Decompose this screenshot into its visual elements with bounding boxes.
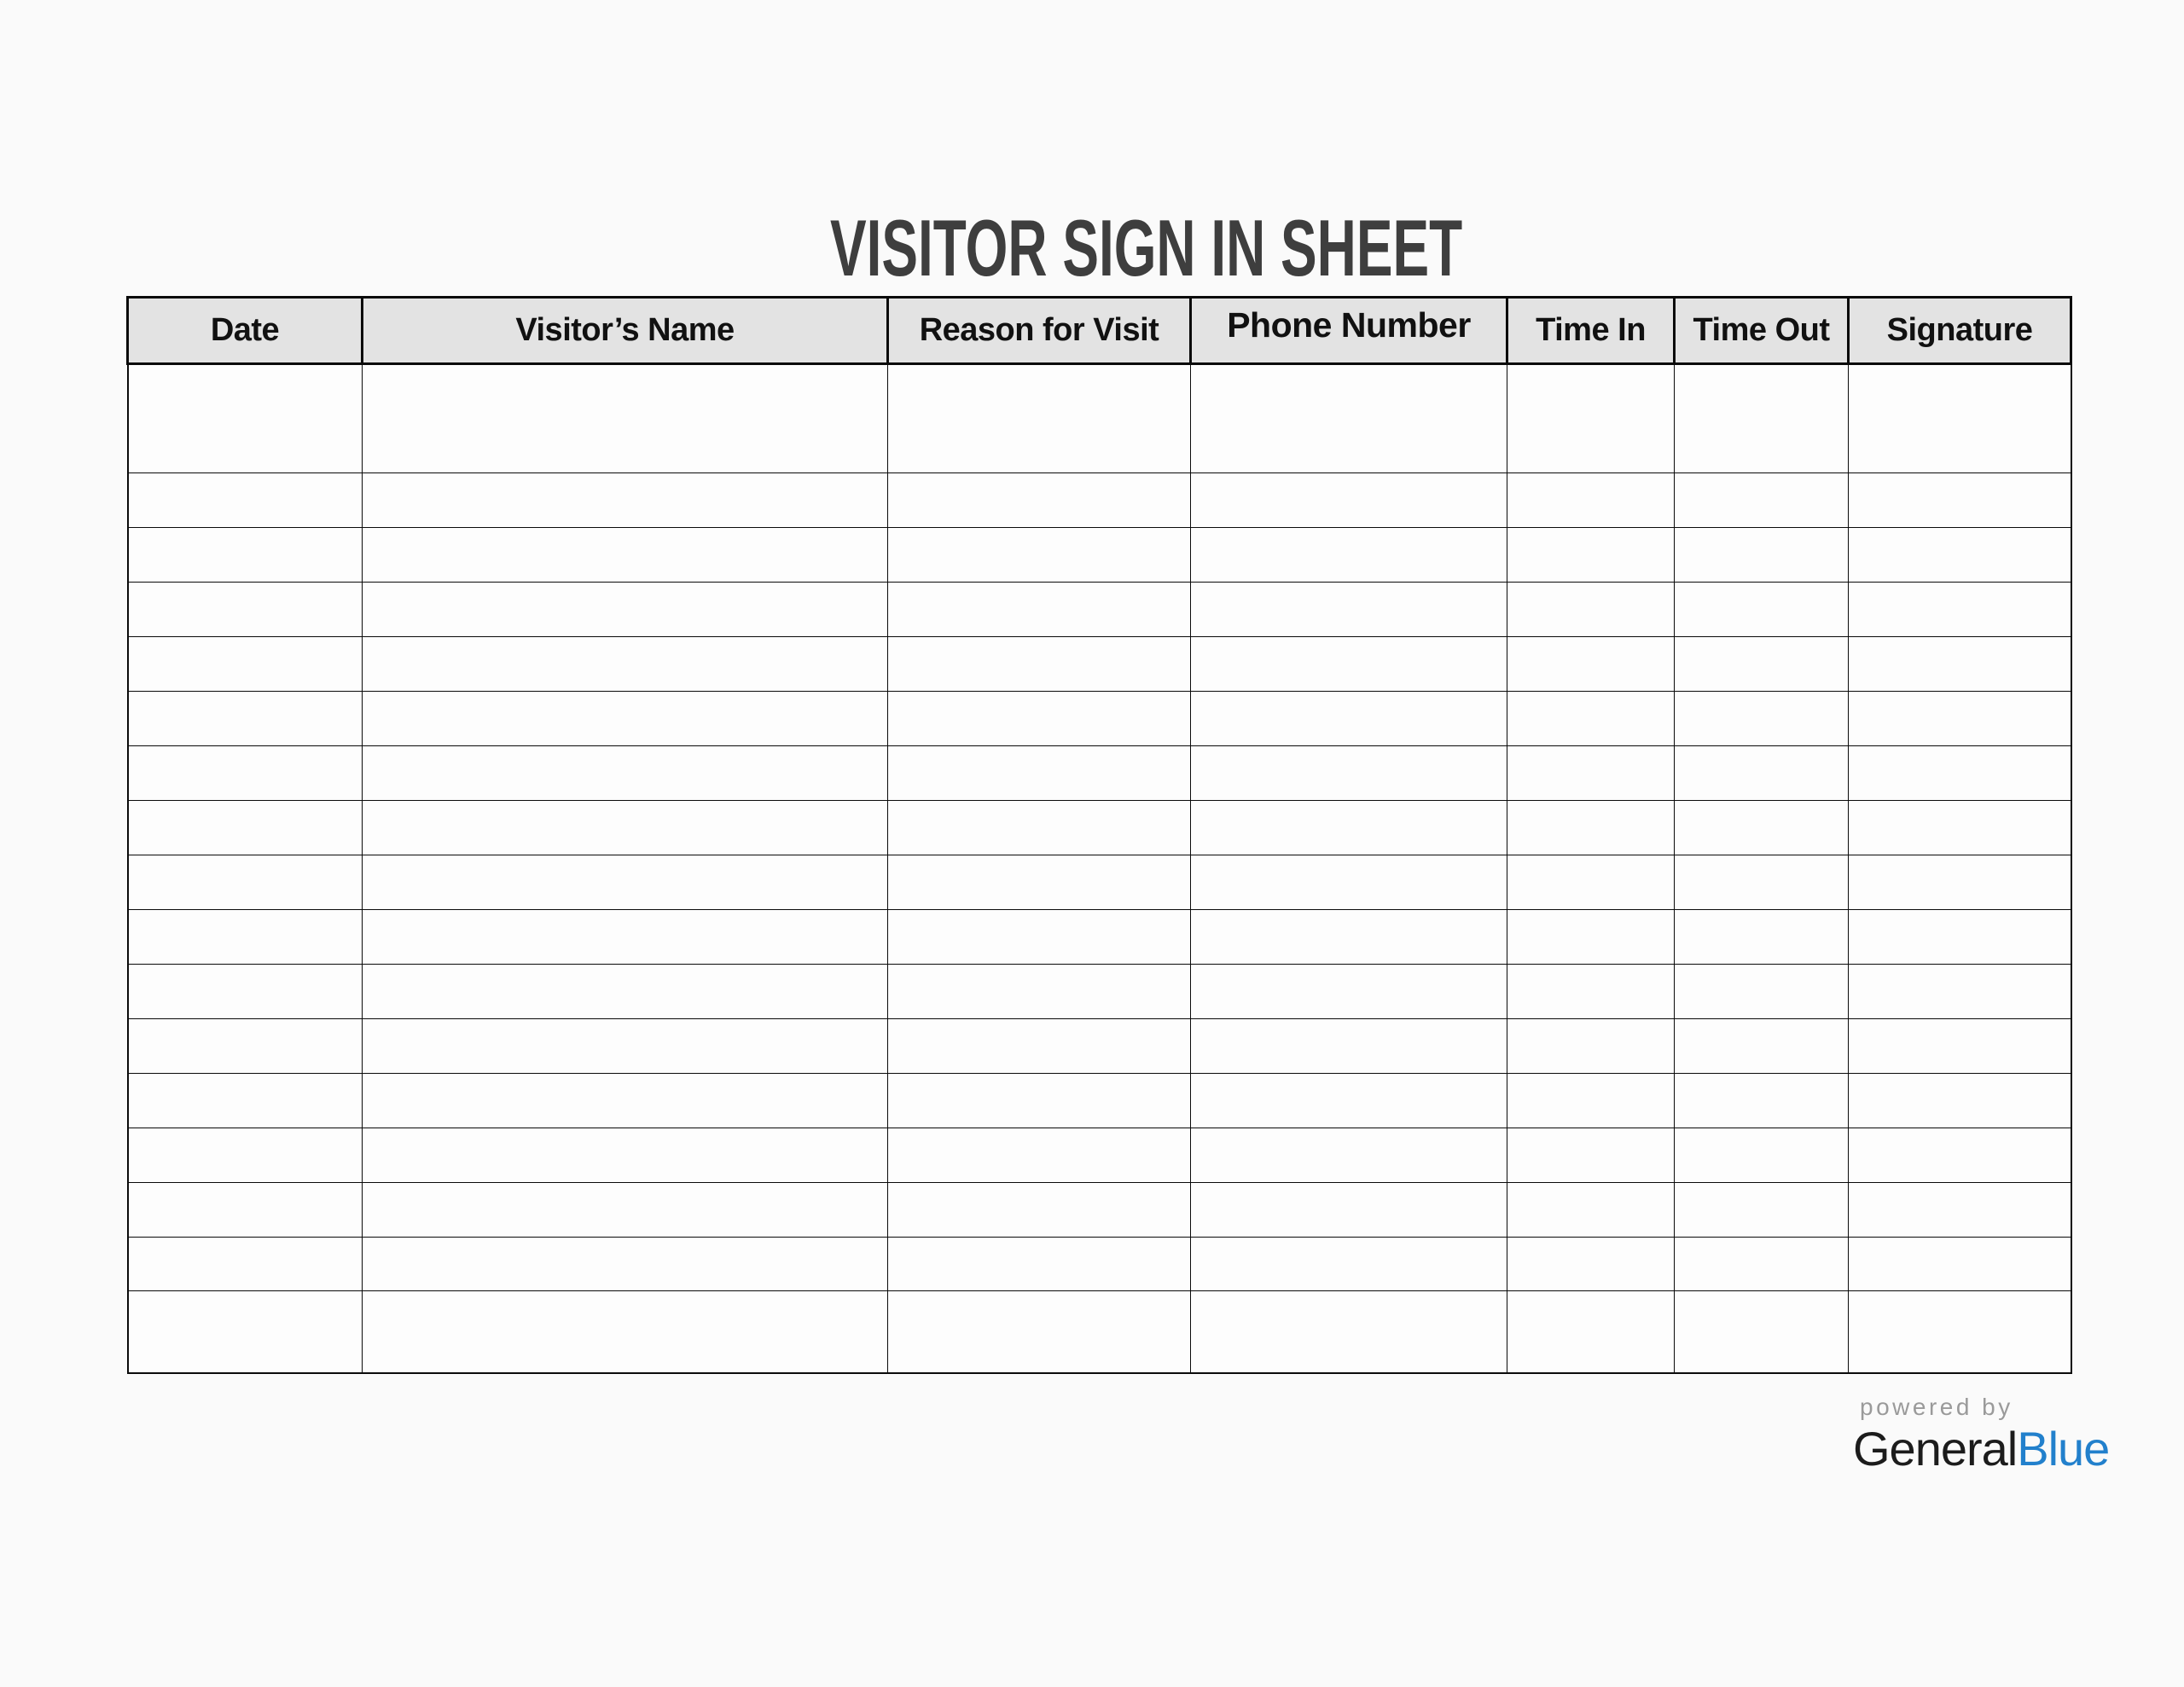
table-cell: [888, 527, 1191, 582]
table-cell: [1507, 636, 1675, 691]
footer-brand: [1853, 1393, 2109, 1476]
visitor-sign-in-table: [126, 296, 2072, 1374]
table-cell: [1507, 855, 1675, 909]
table-cell: [128, 964, 363, 1018]
table-cell: [363, 1291, 888, 1373]
table-cell: [1675, 1291, 1849, 1373]
table-row: [128, 527, 2071, 582]
table-cell: [1675, 909, 1849, 964]
table-cell: [1507, 1237, 1675, 1291]
table-cell: [128, 1237, 363, 1291]
table-cell: [1849, 964, 2071, 1018]
table-cell: [1849, 527, 2071, 582]
table-cell: [888, 964, 1191, 1018]
table-cell: [1191, 364, 1507, 473]
table-row: [128, 364, 2071, 473]
table-cell: [1675, 1073, 1849, 1128]
table-cell: [128, 1128, 363, 1182]
table-cell: [128, 1073, 363, 1128]
table-row: [128, 1182, 2071, 1237]
table-cell: [888, 1128, 1191, 1182]
table-cell: [1191, 691, 1507, 745]
table-cell: [888, 800, 1191, 855]
table-cell: [1849, 1182, 2071, 1237]
table-cell: [363, 364, 888, 473]
table-body: [128, 364, 2071, 1374]
table-cell: [1191, 1128, 1507, 1182]
column-header-date: [128, 298, 363, 364]
table-cell: [888, 1182, 1191, 1237]
table-cell: [1507, 472, 1675, 527]
table-cell: [1191, 582, 1507, 636]
table-cell: [363, 582, 888, 636]
table-cell: [1191, 1291, 1507, 1373]
table-cell: [128, 855, 363, 909]
table-row: [128, 745, 2071, 800]
table-cell: [1849, 1128, 2071, 1182]
table-cell: [363, 800, 888, 855]
table-cell: [1191, 800, 1507, 855]
table-row: [128, 964, 2071, 1018]
table-cell: [363, 745, 888, 800]
table-cell: [1675, 964, 1849, 1018]
table-cell: [1849, 1018, 2071, 1073]
column-header-label: Time Out: [1693, 312, 1830, 348]
table-cell: [1675, 855, 1849, 909]
column-header-label: Visitor’s Name: [515, 312, 735, 348]
table-cell: [1507, 800, 1675, 855]
table-cell: [363, 636, 888, 691]
table-row: [128, 1073, 2071, 1128]
table-cell: [1849, 855, 2071, 909]
table-cell: [363, 1237, 888, 1291]
table-cell: [363, 1073, 888, 1128]
table-cell: [888, 636, 1191, 691]
table-row: [128, 1018, 2071, 1073]
table-cell: [1191, 1237, 1507, 1291]
table-cell: [128, 636, 363, 691]
table-cell: [128, 1182, 363, 1237]
table-cell: [888, 1237, 1191, 1291]
table-cell: [888, 582, 1191, 636]
column-header-time-out: [1675, 298, 1849, 364]
table-cell: [1191, 855, 1507, 909]
table-cell: [1507, 745, 1675, 800]
header-row: [128, 298, 2071, 364]
table-row: [128, 909, 2071, 964]
table-cell: [128, 691, 363, 745]
table-cell: [363, 691, 888, 745]
table-cell: [1191, 472, 1507, 527]
table-cell: [363, 964, 888, 1018]
table-cell: [1507, 691, 1675, 745]
table-cell: [1191, 636, 1507, 691]
table-cell: [128, 527, 363, 582]
table-cell: [1849, 1073, 2071, 1128]
table-row: [128, 636, 2071, 691]
table-cell: [888, 1073, 1191, 1128]
table-cell: [888, 745, 1191, 800]
table-cell: [1675, 1018, 1849, 1073]
table-cell: [363, 472, 888, 527]
table-row: [128, 1291, 2071, 1373]
table-cell: [363, 1128, 888, 1182]
table-cell: [1191, 1073, 1507, 1128]
table-cell: [1191, 1018, 1507, 1073]
column-header-phone-number: [1191, 298, 1507, 364]
table-cell: [888, 1291, 1191, 1373]
generalblue-logo: [1853, 1422, 2109, 1476]
table-row: [128, 800, 2071, 855]
table-cell: [128, 745, 363, 800]
column-header-label: Date: [210, 312, 280, 348]
table-cell: [1191, 909, 1507, 964]
table-cell: [1507, 1073, 1675, 1128]
table-cell: [128, 472, 363, 527]
powered-by-label: powered by: [1860, 1394, 2013, 1420]
table-cell: [1849, 364, 2071, 473]
table-cell: [1849, 1237, 2071, 1291]
column-header-label: Phone Number: [1227, 305, 1471, 345]
table-row: [128, 582, 2071, 636]
table-row: [128, 855, 2071, 909]
column-header-label: Time In: [1536, 312, 1646, 348]
column-header-reason-for-visit: [888, 298, 1191, 364]
table-cell: [888, 472, 1191, 527]
table-cell: [1191, 1182, 1507, 1237]
table-cell: [1675, 1128, 1849, 1182]
table-row: [128, 1128, 2071, 1182]
table-row: [128, 472, 2071, 527]
table-cell: [1507, 1182, 1675, 1237]
table-cell: [1507, 1128, 1675, 1182]
table-cell: [363, 1182, 888, 1237]
table-cell: [363, 855, 888, 909]
brand-general-text: General: [1853, 1422, 2018, 1475]
table-row: [128, 1237, 2071, 1291]
table-cell: [1849, 582, 2071, 636]
table-cell: [128, 1291, 363, 1373]
table-cell: [128, 800, 363, 855]
table-cell: [1507, 1291, 1675, 1373]
table-row: [128, 691, 2071, 745]
table-cell: [888, 855, 1191, 909]
table-cell: [1849, 636, 2071, 691]
table-cell: [1675, 582, 1849, 636]
table-cell: [128, 909, 363, 964]
table-cell: [1675, 1237, 1849, 1291]
table-cell: [1849, 909, 2071, 964]
table-cell: [1849, 745, 2071, 800]
table-cell: [888, 691, 1191, 745]
table-cell: [888, 909, 1191, 964]
column-header-visitor-s-name: [363, 298, 888, 364]
table-cell: [1675, 800, 1849, 855]
table-cell: [1849, 472, 2071, 527]
table-cell: [1507, 582, 1675, 636]
table-cell: [1675, 527, 1849, 582]
table-cell: [1849, 800, 2071, 855]
page-title: [830, 203, 1760, 293]
table-cell: [1849, 691, 2071, 745]
column-header-signature: [1849, 298, 2071, 364]
table-cell: [1675, 1182, 1849, 1237]
brand-blue-text: Blue: [2017, 1422, 2110, 1475]
table-cell: [1507, 909, 1675, 964]
table-cell: [1191, 527, 1507, 582]
table-cell: [1507, 964, 1675, 1018]
table-cell: [363, 909, 888, 964]
table-cell: [1507, 527, 1675, 582]
table-cell: [1675, 472, 1849, 527]
table-cell: [128, 364, 363, 473]
table-cell: [1507, 1018, 1675, 1073]
table-cell: [1191, 745, 1507, 800]
table-cell: [1675, 636, 1849, 691]
table-cell: [1507, 364, 1675, 473]
table-cell: [888, 364, 1191, 473]
table-cell: [1849, 1291, 2071, 1373]
column-header-label: Signature: [1886, 312, 2033, 348]
table-cell: [363, 527, 888, 582]
table-cell: [1191, 964, 1507, 1018]
table-cell: [128, 1018, 363, 1073]
table-cell: [1675, 691, 1849, 745]
page-title-text: VISITOR SIGN IN SHEET: [830, 203, 1463, 293]
table-cell: [1675, 745, 1849, 800]
column-header-time-in: [1507, 298, 1675, 364]
table-cell: [1675, 364, 1849, 473]
table-cell: [363, 1018, 888, 1073]
table-cell: [888, 1018, 1191, 1073]
table-cell: [128, 582, 363, 636]
column-header-label: Reason for Visit: [919, 312, 1159, 348]
